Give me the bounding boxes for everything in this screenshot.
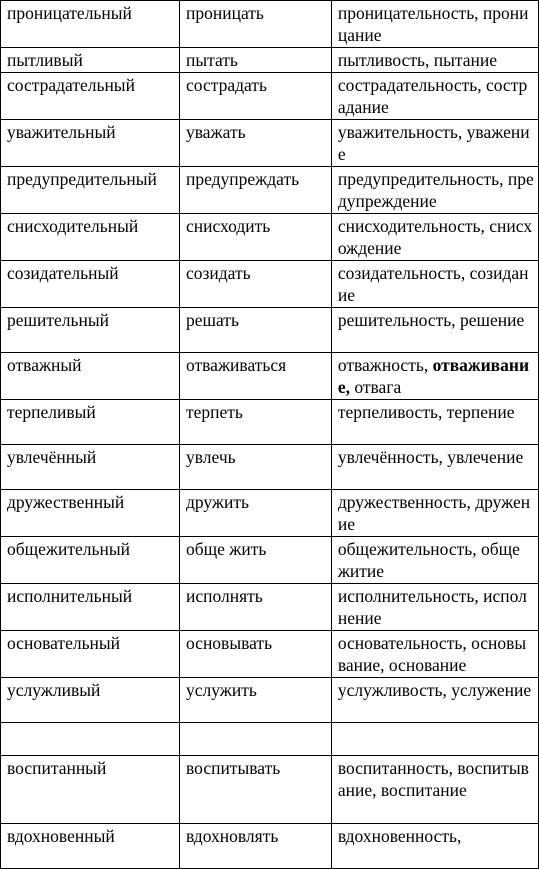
- table-row: [1, 490, 539, 537]
- nouns-cell: услужливость, услужение: [331, 678, 538, 723]
- verb-cell: дружить: [179, 490, 331, 537]
- verb-cell: решать: [179, 308, 331, 353]
- table-row: [1, 631, 539, 678]
- nouns-text: отважность,: [337, 355, 433, 375]
- adjective-cell: пытливый: [1, 48, 180, 73]
- nouns-cell: исполнительность, исполнение: [331, 584, 538, 631]
- nouns-cell: уважительность, уважение: [331, 120, 538, 167]
- adjective-cell: проницательный: [1, 1, 180, 48]
- verb-cell: [179, 723, 331, 756]
- table-row: [1, 1, 539, 48]
- table-row: [1, 73, 539, 120]
- adjective-cell: созидательный: [1, 261, 180, 308]
- verb-cell: основывать: [179, 631, 331, 678]
- adjective-cell: снисходительный: [1, 214, 180, 261]
- adjective-cell: основательный: [1, 631, 180, 678]
- nouns-cell: проницательность, проницание: [331, 1, 538, 48]
- nouns-cell: [331, 723, 538, 756]
- adjective-cell: [1, 723, 180, 756]
- table-row: [1, 214, 539, 261]
- adjective-cell: исполнительный: [1, 584, 180, 631]
- nouns-cell: созидательность, созидание: [331, 261, 538, 308]
- adjective-cell: воспитанный: [1, 756, 180, 824]
- verb-cell: услужить: [179, 678, 331, 723]
- verb-cell: воспитывать: [179, 756, 331, 824]
- nouns-cell: терпеливость, терпение: [331, 400, 538, 445]
- adjective-cell: увлечённый: [1, 445, 180, 490]
- nouns-cell: общежительность, обще житие: [331, 537, 538, 584]
- table-row: [1, 723, 539, 756]
- adjective-cell: предупредительный: [1, 167, 180, 214]
- verb-cell: уважать: [179, 120, 331, 167]
- nouns-cell: снисходительность, снисхождение: [331, 214, 538, 261]
- table-row: [1, 445, 539, 490]
- adjective-cell: решительный: [1, 308, 180, 353]
- table-row: [1, 308, 539, 353]
- table-row: [1, 261, 539, 308]
- verb-cell: терпеть: [179, 400, 331, 445]
- nouns-bold-text: отваживание,: [337, 355, 530, 397]
- verb-cell: отваживаться: [179, 353, 331, 400]
- nouns-cell: предупредительность, предупреждение: [331, 167, 538, 214]
- nouns-text: отвага: [349, 377, 402, 397]
- nouns-cell: воспитанность, воспитывание, воспитание: [331, 756, 538, 824]
- nouns-cell: увлечённость, увлечение: [331, 445, 538, 490]
- table-row: [1, 824, 539, 869]
- verb-cell: созидать: [179, 261, 331, 308]
- adjective-cell: вдохновенный: [1, 824, 180, 869]
- adjective-cell: общежительный: [1, 537, 180, 584]
- verb-cell: сострадать: [179, 73, 331, 120]
- adjective-cell: сострадательный: [1, 73, 180, 120]
- verb-cell: проницать: [179, 1, 331, 48]
- verb-cell: пытать: [179, 48, 331, 73]
- table-row: [1, 48, 539, 73]
- table-row: [1, 167, 539, 214]
- table-row: [1, 584, 539, 631]
- nouns-cell: пытливость, пытание: [331, 48, 538, 73]
- verb-cell: вдохновлять: [179, 824, 331, 869]
- nouns-cell: решительность, решение: [331, 308, 538, 353]
- table-row: [1, 400, 539, 445]
- nouns-cell: [331, 353, 538, 400]
- table-row: [1, 678, 539, 723]
- verb-cell: предупреждать: [179, 167, 331, 214]
- table-row: [1, 353, 539, 400]
- nouns-cell: основательность, основывание, основание: [331, 631, 538, 678]
- verb-cell: обще жить: [179, 537, 331, 584]
- table-row: [1, 120, 539, 167]
- table-row: [1, 756, 539, 824]
- adjective-cell: дружественный: [1, 490, 180, 537]
- nouns-cell: сострадательность, сострадание: [331, 73, 538, 120]
- adjective-cell: отважный: [1, 353, 180, 400]
- verb-cell: исполнять: [179, 584, 331, 631]
- verb-cell: снисходить: [179, 214, 331, 261]
- table-row: [1, 537, 539, 584]
- adjective-cell: терпеливый: [1, 400, 180, 445]
- nouns-cell: дружественность, дружение: [331, 490, 538, 537]
- adjective-cell: уважительный: [1, 120, 180, 167]
- adjective-cell: услужливый: [1, 678, 180, 723]
- nouns-cell: вдохновенность,: [331, 824, 538, 869]
- verb-cell: увлечь: [179, 445, 331, 490]
